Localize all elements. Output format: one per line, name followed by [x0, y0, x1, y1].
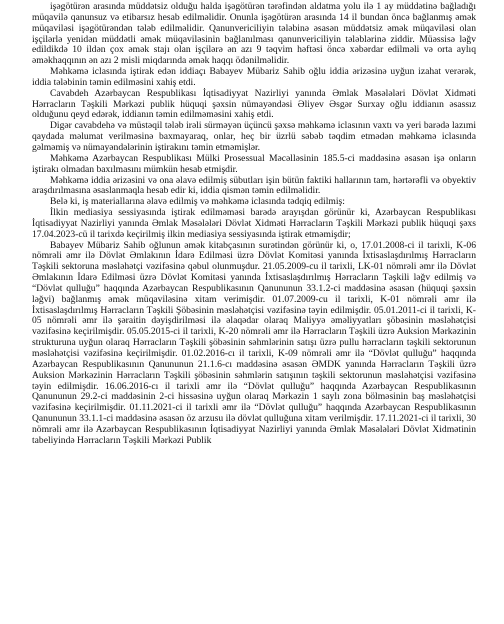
- paragraph: Babayev Mübariz Sahib oğlunun əmək kitabçasının surətindən görünür ki, o, 17.01.2008-ci il tarixli, K-06 nömrəli əmr ilə Dövlət Əmlakının İdarə Edilməsi üzrə Dövlət Komitəsi yanında İxtisaslaşdırılmış Hərracların Təşkili sektoruna məsləhətçi vəzifəsinə qəbul olunmuşdur. 21.05.2009-cu il tarixli, LK-01 nömrəli əmr ilə Dövlət Əmlakının İdarə Edilməsi üzrə Dövlət Komitəsi yanında İxtisaslaşdırılmış Hərracların Təşkili ləğv edilmiş və “Dövlət qulluğu” haqqında Azərbaycan Respublikasının Qanununun 33.1.2-ci maddəsinə əsasən (hüquqi şəxsin ləğvi) bağlanmış əmək müqaviləsinə xitam verimişdir. 01.07.2009-cu il tarixli, K-01 nömrəli əmr ilə İxtisaslaşdırılmış Hərracların Təşkili Şöbəsinin məsləhətçisi vəzifəsinə təyin edilmişdir. 05.01.2011-ci il tarixli, K-05 nömrəli əmr ilə şəraitin dəyişdirilməsi ilə əlaqədar olaraq Maliyyə əməliyyatları şöbəsinin məsləhətçisi vəzifəsinə keçirilmişdir. 05.05.2015-ci il tarixli, K-20 nömrəli əmr ilə Hərracların Təşkili üzrə Auksion Mərkəzinin strukturuna uyğun olaraq Hərracların Təşkili şöbəsinin səhmlərinin satışı üzrə pullu hərracların təşkili sektorunun məsləhətçisi vəzifəsinə keçirilmişdir. 01.02.2016-cı il tarixli, K-09 nömrəli əmr ilə “Dövlət qulluğu” haqqında Azərbaycan Respublikasının Qanununun 21.1.6-cı maddəsinə əsasən ƏMDK yanında Hərracların Təşkili üzrə Auksion Mərkəzinin Hərracların Təşkili şöbəsinin səhmlərin satışının təşkili sektorunun məsləhətçisi vəzifəsinə təyin edilmişdir. 16.06.2016-cı il tarixli əmr ilə “Dövlət qulluğu” haqqında Azərbaycan Respublikasının Qanununun 29.2-ci maddəsinin 2-ci hissəsinə uyğun olaraq Mərkəzin 1 saylı zona bölməsinin baş məsləhətçisi vəzifəsinə keçirilmişdir. 01.11.2021-ci il tarixli əmr ilə “Dövlət qulluğu” haqqında Azərbaycan Respublikasının Qanununun 33.1.1-ci maddəsinə əsasən öz arzusu ilə dövlət qulluğuna xitam verilmişdir. 17.11.2021-ci il tarixli, 30 nömrəli əmr ilə Azərbaycan Respublikasının İqtisadiyyat Nazirliyi yanında Əmlak Məsələləri Dövlət Xidmətinin tabeliyində Hərracların Təşkili Mərkəzi Publik: [32, 239, 476, 446]
- paragraph: Məhkəmə iclasında iştirak edən iddiaçı Babayev Mübariz Sahib oğlu iddia ərizəsinə uyğun izahat verərək, iddia tələbinin təmin edilməsini xahiş etdi.: [32, 66, 476, 88]
- paragraph: Məhkəmə Azərbaycan Respublikası Mülki Prosessual Məcəlləsinin 185.5-ci maddəsinə əsasən işə onların iştirakı olmadan baxılmasını mümkün hesab etmişdir.: [32, 152, 476, 175]
- paragraph: Məhkəmə iddia ərizəsini və ona əlavə edilmiş sübutları işin bütün faktiki hallarının tam, hərtərəfli və obyektiv araşdırılmasına əsaslanmaqla hesab edir ki, iddia qismən təmin edilməlidir.: [32, 174, 476, 197]
- paragraph: Cavabdeh Azərbaycan Respublikası İqtisadiyyat Nazirliyi yanında Əmlak Məsələləri Dövlət Xidməti Hərracların Təşkili Mərkəzi publik hüquqi şəxsin nümayəndəsi Əliyev Əsgər Surxay oğlu iddianın əsassız olduğunu qeyd edərək, iddianın təmin edilməməsini xahiş etdi.: [32, 87, 476, 121]
- paragraph: işəgötürən arasında müddətsiz olduğu halda işəgötürən tərəfindən aldatma yolu ilə 1 ay müddətinə bağladığı müqavilə qanunsuz və etibarsız hesab edilməlidir. Onunla işəgötürən arasında 14 il bundan öncə bağlanmış əmək müqaviləsi işəgötürəndən tələb edilməlidir. Qanunvericiliyin tələbinə əsasən müddətsiz əmək müqaviləsi olan işçilərlə yenidən müddətli əmək müqaviləsinin bağlanılması qanunvericiliyin tələblərinə ziddir. Müəssisə ləğv edildikdə 10 ildən çox əmək stajı olan işçilərə ən azı 9 təqvim həftəsi öncə xəbərdar edilməli və orta aylıq əməkhaqqının ən azı 2 misli miqdarında əmək haqqı ödənilməlidir.: [32, 1, 476, 67]
- paragraph: Digər cavabdehə və müstəqil tələb irəli sürməyən üçüncü şəxsə məhkəmə iclasının vaxtı və yeri barədə lazımi qaydada məlumat verilməsinə baxmayaraq, onlar, heç bir üzrlü səbəb təqdim etmədən məhkəmə iclasında gəlməmiş və nümayəndələrinin iştirakını təmin etməmişlər.: [32, 120, 476, 153]
- paragraph: Belə ki, iş materiallarına əlavə edilmiş və məhkəmə iclasında tədqiq edilmiş:: [50, 196, 345, 208]
- paragraph: İlkin mediasiya sessiyasında iştirak edilməməsi barədə arayışdan görünür ki, Azərbaycan Respublikası İqtisadiyyat Nazirliyi yanında Əmlak Məsələləri Dövlət Xidməti Hərracların Təşkili Mərkəzi publik hüquqi şəxs 17.04.2023-cü il tarixdə keçirilmiş ilkin mediasiya sessiyasında iştirak etməmişdir;: [32, 207, 476, 240]
